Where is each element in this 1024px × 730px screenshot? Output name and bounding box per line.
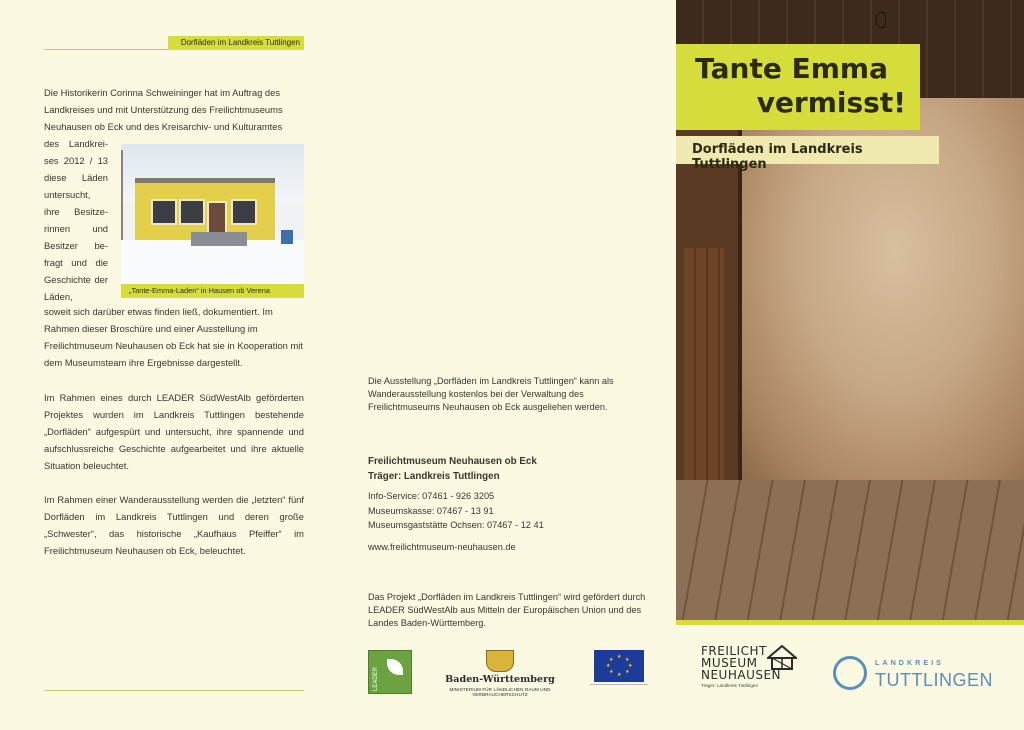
cover-title-line2: vermisst! bbox=[756, 86, 906, 119]
contact-restaurant: Museumsgaststätte Ochsen: 07467 - 12 41 bbox=[368, 520, 544, 530]
cover-bottom-stripe bbox=[676, 620, 1024, 625]
museum-logo-line2: MUSEUM bbox=[701, 656, 758, 670]
leader-logo-text: LEADER bbox=[373, 666, 379, 691]
bw-name: Baden-Württemberg bbox=[445, 674, 555, 685]
photo-caption: „Tante-Emma-Laden“ in Hausen ob Verena bbox=[121, 284, 304, 298]
landkreis-tuttlingen-logo bbox=[833, 654, 994, 694]
paragraph-exhibition: Im Rahmen einer Wanderausstellung werden die „letzten“ fünf Dorfläden im Landkreis Tuttlingen und deren große „Schwester“, das historische „Kaufhaus Pfeiffer“ im Freilichtmuseum Neuhausen ob Eck, beleuchtet. bbox=[44, 494, 304, 556]
org-name: Freilichtmuseum Neuhausen ob Eck bbox=[368, 456, 537, 467]
website-link[interactable]: www.freilichtmuseum-neuhausen.de bbox=[368, 542, 516, 552]
wooden-floor bbox=[676, 480, 1024, 620]
contact-info-service: Info-Service: 07461 - 926 3205 bbox=[368, 491, 495, 501]
cover-title-box bbox=[676, 44, 920, 130]
funding-paragraph: Das Projekt „Dorfläden im Landkreis Tuttlingen“ wird gefördert durch LEADER SüdWestAlb aus Mitteln der Europäischen Union und des Landes Baden-Württemberg. bbox=[368, 592, 646, 628]
baden-wuerttemberg-logo bbox=[425, 650, 575, 696]
intro-text-top bbox=[44, 84, 304, 135]
museum-logo-line3: NEUHAUSEN bbox=[701, 668, 782, 682]
museum-logo-carrier: Träger: Landkreis Tuttlingen bbox=[701, 683, 759, 688]
intro-text-rest: soweit sich darüber etwas finden ließ, dokumentiert. Im Rahmen dieser Broschüre und einer Ausstellung im Freilichtmuseum Neuhausen ob Eck hat sie in Kooperation mit dem Museumsteam ihre Ergebnisse dargestellt. bbox=[44, 306, 303, 368]
freilichtmuseum-logo bbox=[701, 645, 801, 697]
cover-title-line1: Tante Emma bbox=[695, 52, 888, 85]
bottom-rule-left bbox=[44, 690, 304, 691]
museum-logo-line1: FREILICHT bbox=[701, 644, 767, 658]
leaf-icon bbox=[387, 659, 403, 675]
paragraph-leader: Im Rahmen eines durch LEADER SüdWestAlb geförderten Projektes wurden im Landkreis Tuttlingen bestehende „Dorfläden“ aufgespürt und untersucht, ihre spannende und aufschlussreiche Geschichte aufgearbeitet und ihre aktuelle Situation beleuchtet. bbox=[44, 392, 304, 471]
shop-photo bbox=[121, 144, 304, 298]
intro-paragraph-lead: Die Historikerin Corinna Schweininger hat im Auftrag des Landkreises und mit Unterstützung des Freilichtmuseums Neuhausen ob Eck und des Kreisarchiv- und Kulturamtes bbox=[44, 87, 283, 132]
lk-logo-name: TUTTLINGEN bbox=[875, 670, 994, 690]
lamp-icon bbox=[876, 12, 886, 28]
timber-house-icon bbox=[767, 645, 797, 671]
seal-icon bbox=[833, 656, 867, 690]
lk-logo-top: LANDKREIS bbox=[875, 658, 944, 667]
cover-subtitle-box bbox=[676, 136, 939, 172]
eu-flag-logo: ★ ★ ★ ★ ★ ★ ★ ★ bbox=[594, 650, 644, 682]
eu-fineprint bbox=[590, 684, 648, 693]
header-tag: Dorfläden im Landkreis Tuttlingen bbox=[168, 36, 304, 50]
bw-ministry: MINISTERIUM FÜR LÄNDLICHEN RAUM UND VERBRAUCHERSCHUTZ bbox=[449, 687, 551, 697]
org-carrier: Träger: Landkreis Tuttlingen bbox=[368, 471, 500, 482]
loan-paragraph: Die Ausstellung „Dorfläden im Landkreis Tuttlingen“ kann als Wanderausstellung kostenlos bei der Verwaltung des Freilichtmuseums Neuhausen ob Eck ausgeliehen werden. bbox=[368, 376, 614, 412]
intro-text-narrow: des Landkrei-ses 2012 / 13 diese Läden untersucht, ihre Besitze-rinnen und Besitzer be-fragt und die Geschichte der Läden, bbox=[44, 138, 108, 302]
cover-subtitle: Dorfläden im Landkreis Tuttlingen bbox=[692, 142, 863, 172]
contact-museum-till: Museumskasse: 07467 - 13 91 bbox=[368, 506, 494, 516]
leader-logo bbox=[368, 650, 412, 694]
crest-icon bbox=[486, 650, 514, 672]
